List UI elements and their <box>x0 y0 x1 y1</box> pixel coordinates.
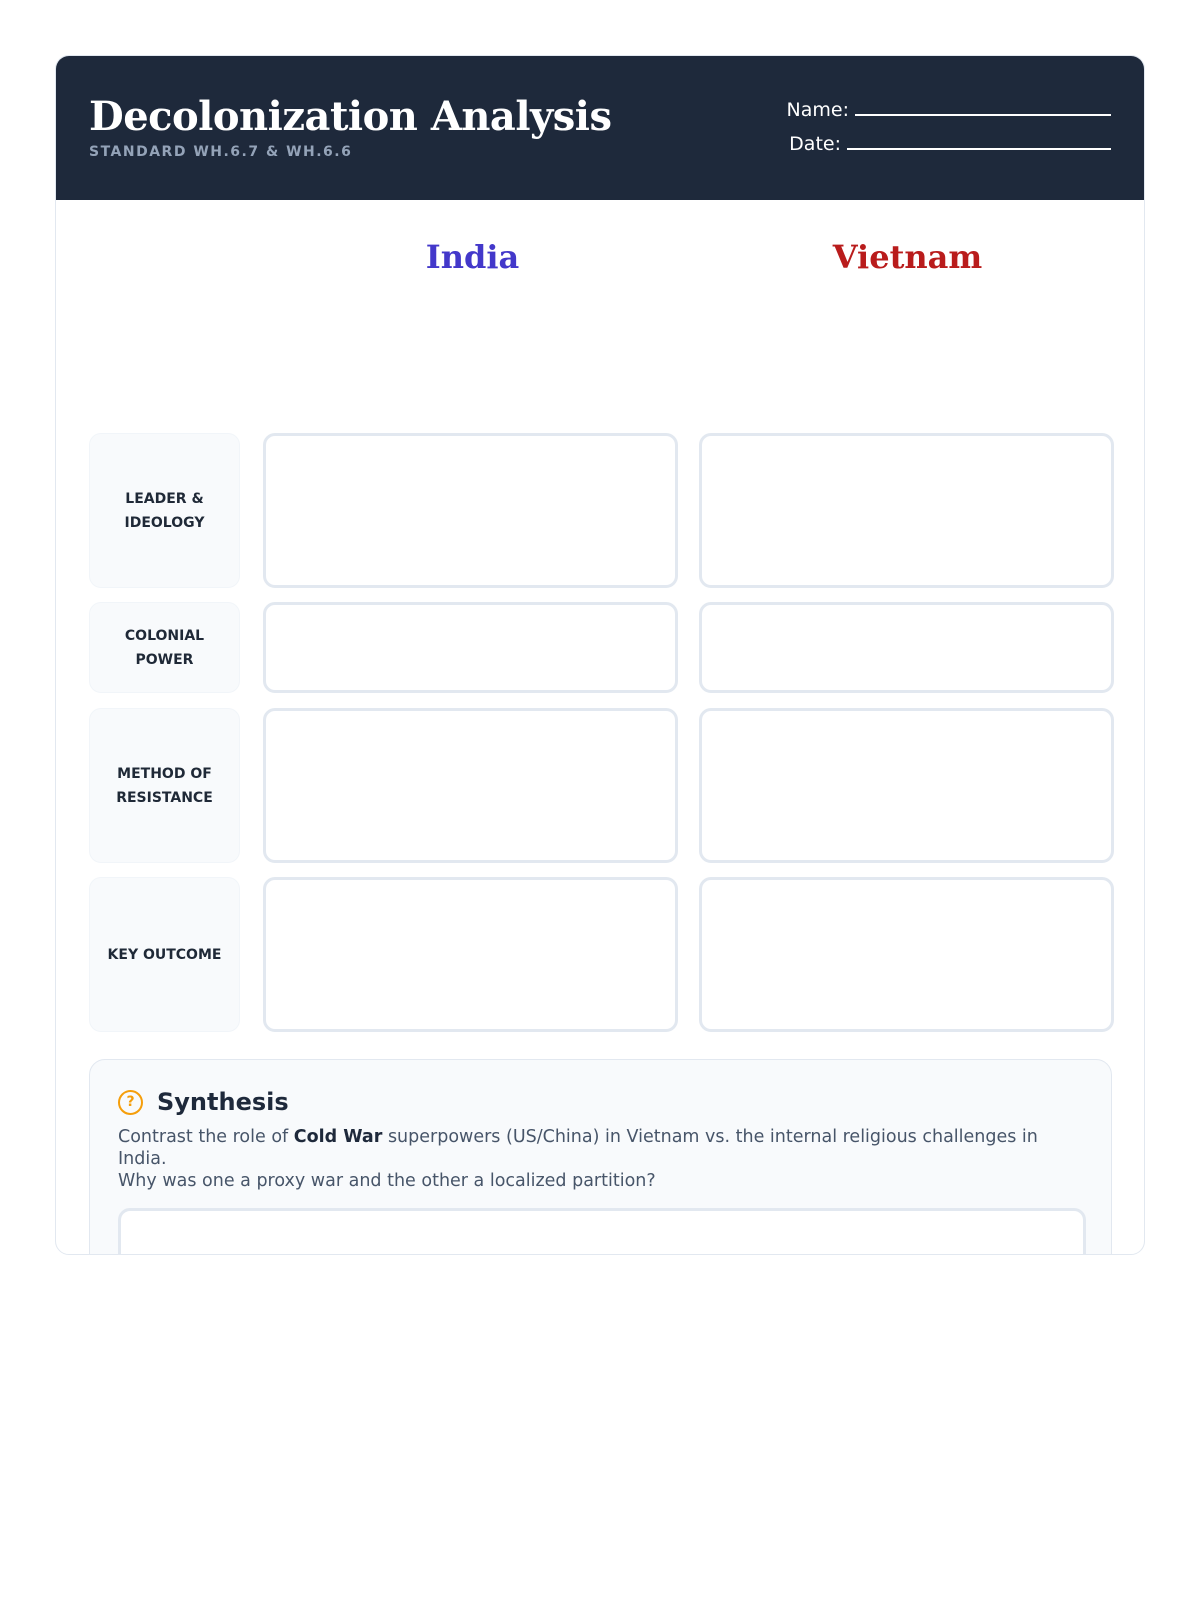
prompt-question: Why was one a proxy war and the other a localized partition? <box>118 1171 656 1191</box>
row-label-leader-ideology <box>89 433 240 588</box>
synthesis-section <box>89 1059 1112 1255</box>
worksheet <box>55 55 1145 1255</box>
name-line[interactable] <box>855 98 1111 116</box>
prompt-text: superpowers (US/China) in Vietnam vs. the internal religious challenges in India. <box>118 1127 1038 1169</box>
answer-cell-vietnam-method[interactable] <box>699 708 1114 863</box>
row-label-line: KEY OUTCOME <box>107 946 222 963</box>
answer-cell-vietnam-outcome[interactable] <box>699 877 1114 1032</box>
synthesis-answer-box[interactable] <box>118 1208 1086 1255</box>
row-label-line: POWER <box>135 651 194 668</box>
date-line[interactable] <box>847 132 1111 150</box>
worksheet-header <box>56 56 1144 200</box>
row-label-line: COLONIAL <box>124 627 205 644</box>
question-circle-icon: ? <box>118 1090 143 1115</box>
answer-cell-vietnam-leader[interactable] <box>699 433 1114 588</box>
prompt-emphasis: Cold War <box>293 1127 383 1147</box>
name-field[interactable] <box>787 98 1111 132</box>
synthesis-prompt <box>118 1126 1083 1192</box>
answer-cell-india-method[interactable] <box>263 708 678 863</box>
row-label-colonial-power <box>89 602 240 693</box>
row-label-key-outcome <box>89 877 240 1032</box>
prompt-text: Contrast the role of <box>118 1127 294 1147</box>
row-label-line: LEADER & <box>125 490 204 507</box>
synthesis-heading <box>118 1088 1083 1116</box>
row-label-line: METHOD OF <box>117 765 212 782</box>
answer-cell-india-leader[interactable] <box>263 433 678 588</box>
student-fields <box>787 98 1111 166</box>
synthesis-title: Synthesis <box>157 1088 289 1116</box>
answer-cell-india-outcome[interactable] <box>263 877 678 1032</box>
answer-cell-india-colonial[interactable] <box>263 602 678 693</box>
row-label-method-of-resistance <box>89 708 240 863</box>
answer-cell-vietnam-colonial[interactable] <box>699 602 1114 693</box>
page-title: Decolonization Analysis <box>89 93 612 140</box>
date-field[interactable] <box>787 132 1111 166</box>
column-header-india: India <box>425 238 520 276</box>
row-label-line: IDEOLOGY <box>124 514 205 531</box>
row-label-line: RESISTANCE <box>116 789 213 806</box>
column-header-vietnam: Vietnam <box>832 238 983 276</box>
date-label: Date: <box>789 133 841 155</box>
standard-code: STANDARD WH.6.7 & WH.6.6 <box>89 144 353 160</box>
name-label: Name: <box>786 99 849 121</box>
